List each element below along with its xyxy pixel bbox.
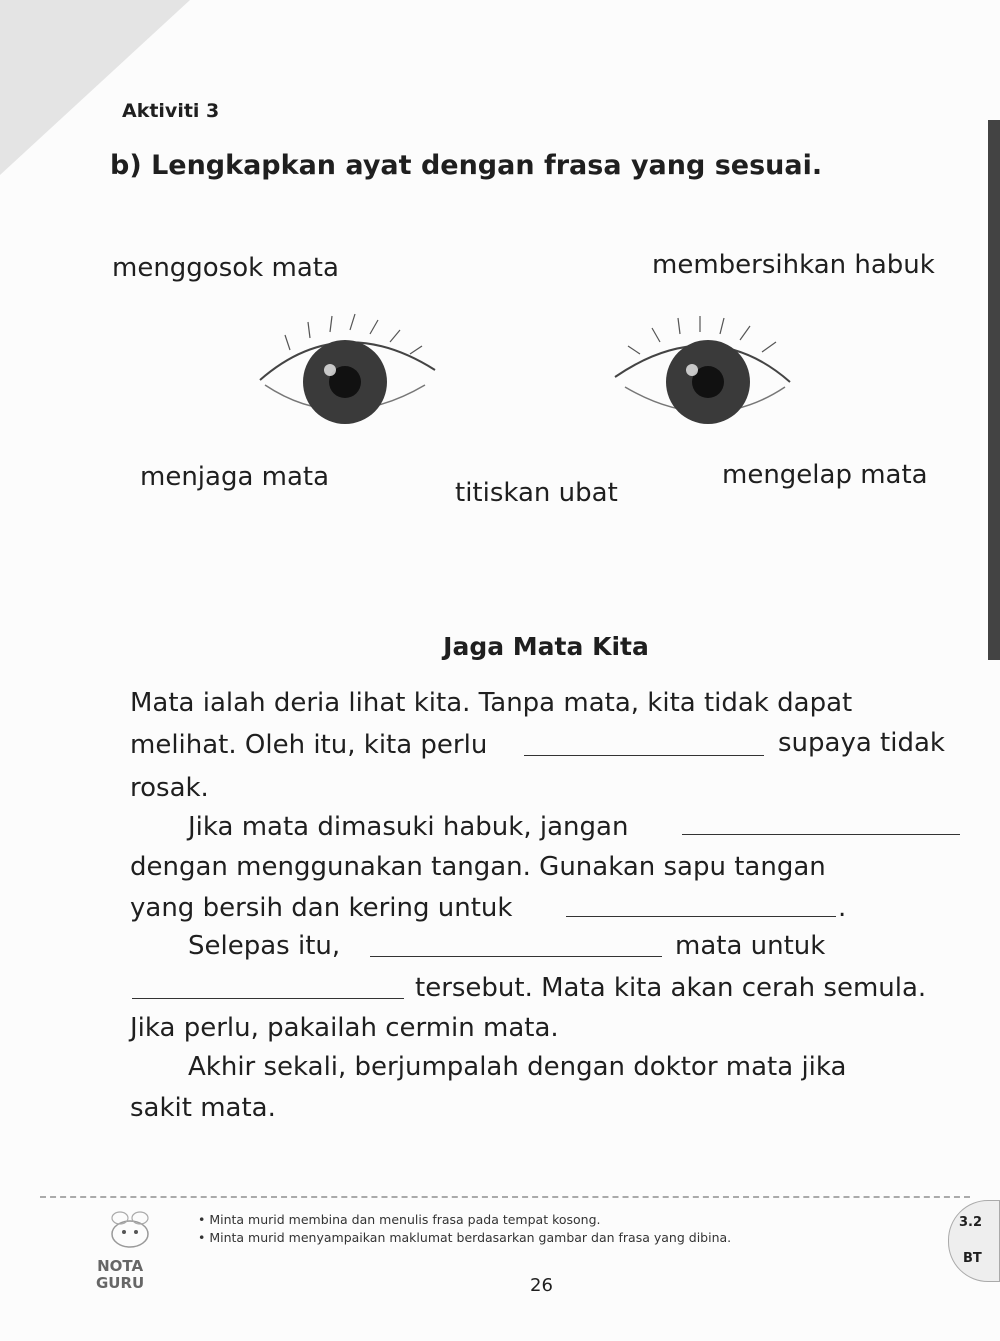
guru-label: GURU xyxy=(96,1274,145,1292)
story-line-9: Jika perlu, pakailah cermin mata. xyxy=(130,1013,559,1043)
side-tag-sub: BT xyxy=(963,1251,982,1266)
phrase-membersihkan-habuk: membersihkan habuk xyxy=(652,250,935,280)
blank-5[interactable] xyxy=(132,998,404,999)
story-line-5: dengan menggunakan tangan. Gunakan sapu tangan xyxy=(130,852,826,882)
story-line-3: rosak. xyxy=(130,773,209,803)
story-line-10: Akhir sekali, berjumpalah dengan doktor mata jika xyxy=(188,1052,847,1082)
phrase-menjaga-mata: menjaga mata xyxy=(140,462,330,492)
blank-4[interactable] xyxy=(370,956,662,957)
story-line-8: tersebut. Mata kita akan cerah semula. xyxy=(415,973,927,1003)
story-title: Jaga Mata Kita xyxy=(443,632,649,661)
blank-1[interactable] xyxy=(524,755,764,756)
phrase-mengelap-mata: mengelap mata xyxy=(722,460,928,490)
blank-2[interactable] xyxy=(682,834,960,835)
story-line-7a: Selepas itu, xyxy=(188,931,341,961)
scan-edge-shadow xyxy=(988,120,1000,660)
side-tag-code: 3.2 xyxy=(959,1215,983,1230)
story-line-6b: . xyxy=(838,893,847,923)
teacher-note-item: • Minta murid menyampaikan maklumat berdasarkan gambar dan frasa yang dibina. xyxy=(198,1230,732,1245)
phrase-titiskan-ubat: titiskan ubat xyxy=(455,478,618,508)
story-line-2a: melihat. Oleh itu, kita perlu xyxy=(130,730,488,760)
phrase-menggosok-mata: menggosok mata xyxy=(112,253,339,283)
page-corner-fold xyxy=(0,0,190,175)
story-line-4: Jika mata dimasuki habuk, jangan xyxy=(188,812,629,842)
story-line-1: Mata ialah deria lihat kita. Tanpa mata, kita tidak dapat xyxy=(130,688,853,718)
nota-label: NOTA xyxy=(97,1257,144,1275)
note-separator xyxy=(40,1196,970,1198)
page-number: 26 xyxy=(530,1275,553,1296)
activity-label: Aktiviti 3 xyxy=(122,100,220,122)
teacher-note-item: • Minta murid membina dan menulis frasa pada tempat kosong. xyxy=(198,1212,601,1227)
story-line-7b: mata untuk xyxy=(675,931,826,961)
story-line-11: sakit mata. xyxy=(130,1093,276,1123)
bee-mascot-icon xyxy=(100,1204,160,1254)
story-line-2b: supaya tidak xyxy=(778,728,945,758)
story-line-6a: yang bersih dan kering untuk xyxy=(130,893,513,923)
blank-3[interactable] xyxy=(566,916,836,917)
right-eye-illustration xyxy=(600,312,800,442)
instruction-heading: b) Lengkapkan ayat dengan frasa yang sesuai. xyxy=(110,150,823,181)
left-eye-illustration xyxy=(250,310,450,440)
side-tag xyxy=(948,1200,1000,1282)
nota-guru-label xyxy=(96,1258,144,1292)
